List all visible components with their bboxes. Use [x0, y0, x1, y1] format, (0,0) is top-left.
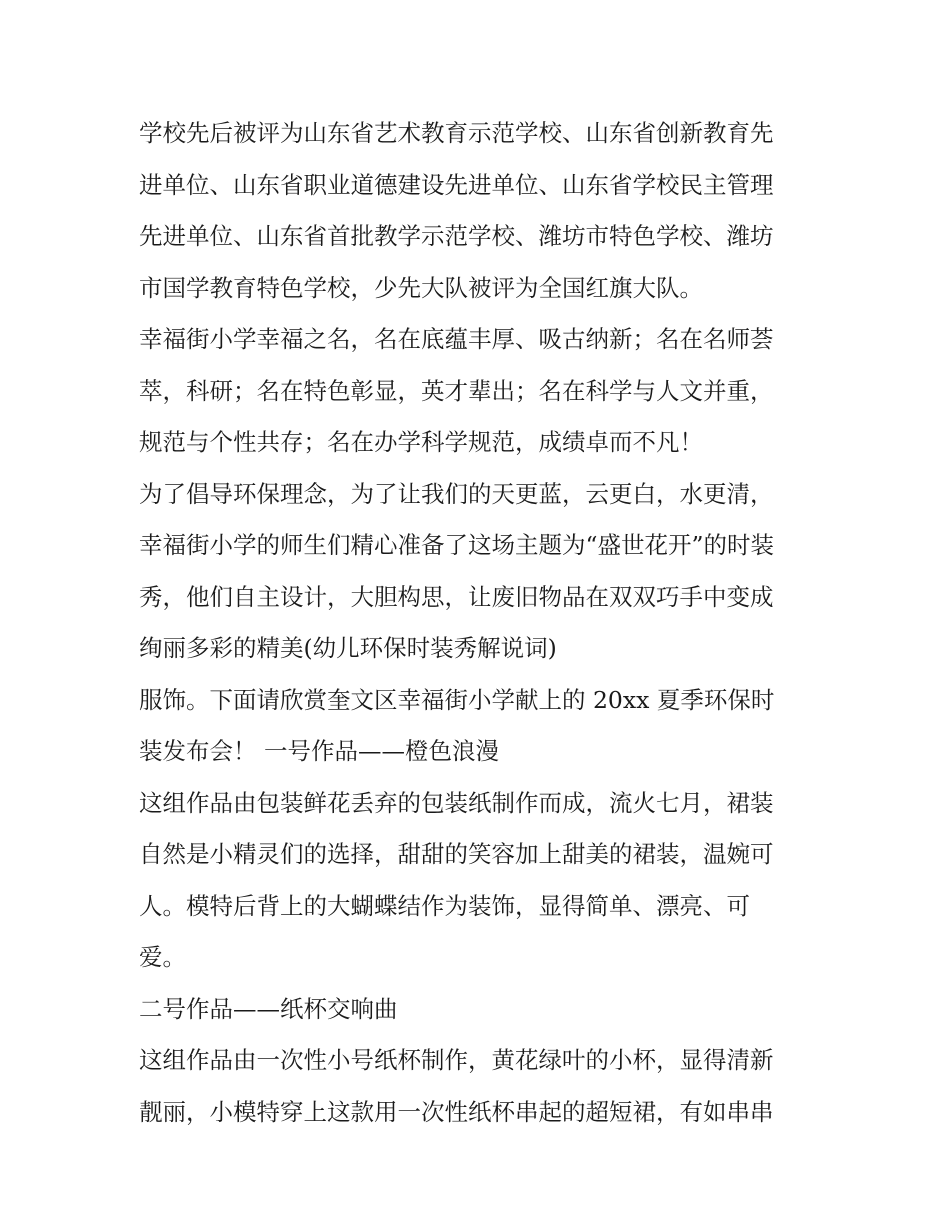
text-line: 人。模特后背上的大蝴蝶结作为装饰，显得简单、漂亮、可 [139, 891, 750, 920]
document-body [139, 108, 819, 1138]
text-line: 萃，科研；名在特色彰显，英才辈出；名在科学与人文并重， [139, 376, 774, 405]
text-line: 二号作品——纸杯交响曲 [139, 994, 398, 1023]
text-line: 幸福街小学的师生们精心准备了这场主题为“盛世花开”的时装 [139, 531, 775, 559]
text-line: 绚丽多彩的精美(幼儿环保时装秀解说词) [139, 634, 557, 662]
text-line: 服饰。下面请欣赏奎文区幸福街小学献上的 20xx 夏季环保时 [139, 685, 775, 714]
text-line: 爱。 [139, 943, 186, 971]
text-line: 学校先后被评为山东省艺术教育示范学校、山东省创新教育先 [139, 119, 774, 147]
text-line: 秀，他们自主设计，大胆构思，让废旧物品在双双巧手中变成 [139, 582, 774, 611]
text-line: 进单位、山东省职业道德建设先进单位、山东省学校民主管理 [139, 170, 774, 199]
text-line: 为了倡导环保理念，为了让我们的天更蓝，云更白，水更清， [139, 479, 774, 508]
text-line: 这组作品由包装鲜花丢弃的包装纸制作而成，流火七月，裙装 [139, 788, 774, 817]
text-line: 市国学教育特色学校，少先大队被评为全国红旗大队。 [139, 273, 703, 302]
text-line: 规范与个性共存；名在办学科学规范，成绩卓而不凡！ [139, 428, 703, 456]
text-line: 幸福街小学幸福之名，名在底蕴丰厚、吸古纳新；名在名师荟 [139, 325, 774, 353]
text-line: 自然是小精灵们的选择，甜甜的笑容加上甜美的裙装，温婉可 [139, 840, 774, 868]
text-line: 先进单位、山东省首批教学示范学校、潍坊市特色学校、潍坊 [139, 222, 774, 250]
text-line: 这组作品由一次性小号纸杯制作，黄花绿叶的小杯，显得清新 [139, 1046, 774, 1074]
text-line: 靓丽，小模特穿上这款用一次性纸杯串起的超短裙，有如串串 [139, 1097, 774, 1126]
text-line: 装发布会！ 一号作品——橙色浪漫 [139, 737, 499, 765]
